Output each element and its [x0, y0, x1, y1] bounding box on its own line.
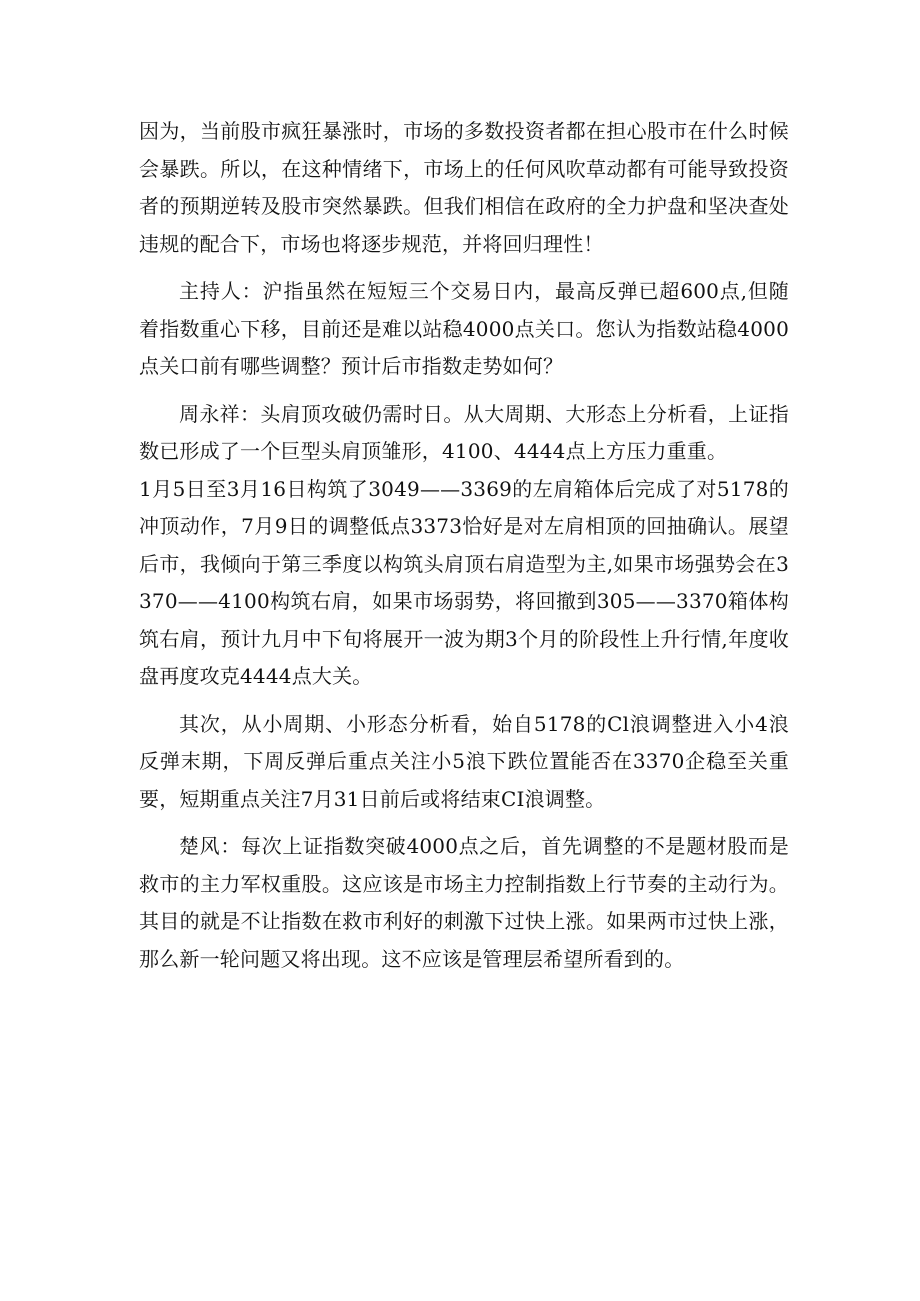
paragraph-host-question: 主持人：沪指虽然在短短三个交易日内，最高反弹已超600点,但随着指数重心下移，目前还是难以站稳4000点关口。您认为指数站稳4000点关口前有哪些调整？预计后市指数走势如何？	[139, 279, 789, 378]
paragraph-chu-feng: 楚风：每次上证指数突破4000点之后，首先调整的不是题材股而是救市的主力军权重股。这应该是市场主力控制指数上行节奏的主动行为。其目的就是不让指数在救市利好的刺激下过快上涨。如果两市过快上涨，那么新一轮问题又将出现。这不应该是管理层希望所看到的。	[139, 834, 789, 971]
paragraph-small-cycle-analysis: 其次，从小周期、小形态分析看，始自5178的Cl浪调整进入小4浪反弹末期，下周反弹后重点关注小5浪下跌位置能否在3370企稳至关重要，短期重点关注7月31日前后或将结束CI浪调整。	[139, 711, 789, 811]
paragraph-market-sentiment: 因为，当前股市疯狂暴涨时，市场的多数投资者都在担心股市在什么时候会暴跌。所以，在这种情绪下，市场上的任何风吹草动都有可能导致投资者的预期逆转及股市突然暴跌。但我们相信在政府的全力护盘和坚决查处违规的配合下，市场也将逐步规范，并将回归理性！	[139, 119, 789, 256]
document-body	[139, 113, 789, 978]
paragraph-zhou-yongxiang: 周永祥：头肩顶攻破仍需时日。从大周期、大形态上分析看，上证指数已形成了一个巨型头肩顶雏形，4100、4444点上方压力重重。	[139, 401, 789, 463]
paragraph-head-shoulders-analysis: 1月5日至3月16日构筑了3049——3369的左肩箱体后完成了对5178的冲顶动作，7月9日的调整低点3373恰好是对左肩相顶的回抽确认。展望后市，我倾向于第三季度以构筑头肩顶右肩造型为主,如果市场强势会在3370——4100构筑右肩，如果市场弱势，将回撤到305——3370箱体构筑右肩，预计九月中下旬将展开一波为期3个月的阶段性上升行情,年度收盘再度攻克4444点大关。	[139, 476, 789, 688]
